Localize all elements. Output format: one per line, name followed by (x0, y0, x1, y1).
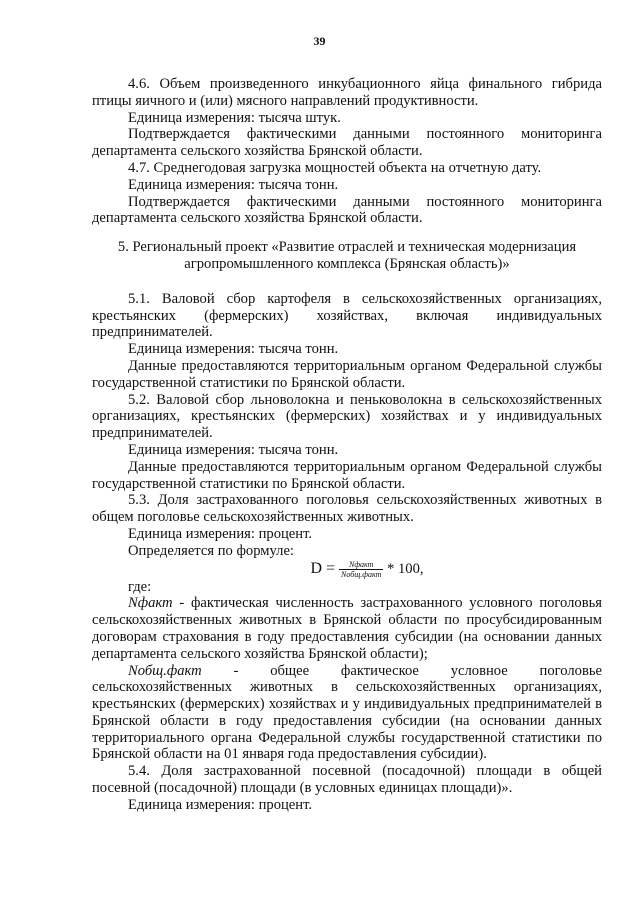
section-heading: 5. Региональный проект «Развитие отраслей и техническая модернизация агропромышленного комплекса (Брянская область)» (117, 239, 577, 272)
source-note: Подтверждается фактическими данными постоянного мониторинга департамента сельского хозяйства Брянской области. (92, 193, 602, 227)
formula-intro: Определяется по формуле: (128, 542, 294, 559)
formula-fraction (339, 560, 383, 579)
source-note: Данные предоставляются территориальным органом Федеральной службы государственной статистики по Брянской области. (92, 357, 602, 391)
unit-line: Единица измерения: тысяча тонн. (128, 176, 339, 193)
unit-line: Единица измерения: тысяча штук. (128, 109, 341, 126)
formula-rhs: * 100, (383, 560, 424, 577)
unit-line: Единица измерения: тысяча тонн. (128, 341, 339, 358)
item-5-2: 5.2. Валовой сбор льноволокна и пеньковолокна в сельскохозяйственных организациях, крестьянских (фермерских) хозяйствах и у индивидуальных предпринимателей. (92, 391, 602, 442)
formula-lhs: D = (310, 559, 340, 577)
item-5-1: 5.1. Валовой сбор картофеля в сельскохозяйственных организациях, крестьянских (фермерских) хозяйствах, включая индивидуальных предпринимателей. (92, 290, 602, 341)
formula-denominator: Nобщ.факт (341, 569, 382, 579)
formula (92, 560, 602, 579)
item-4-7: 4.7. Среднегодовая загрузка мощностей объекта на отчетную дату. (128, 159, 542, 176)
item-4-6: 4.6. Объем произведенного инкубационного яйца финального гибрида птицы яичного и (или) мясного направлений продуктивности. (92, 76, 602, 109)
definition-n-total (92, 663, 602, 764)
n-fact-symbol: Nфакт (128, 595, 173, 612)
where-label: где: (128, 578, 152, 595)
definition-n-fact (92, 595, 602, 662)
item-5-3: 5.3. Доля застрахованного поголовья сельскохозяйственных животных в общем поголовье сельскохозяйственных животных. (92, 492, 602, 526)
n-total-text: - общее фактическое условное поголовье сельскохозяйственных животных в сельскохозяйственных организациях, крестьянских (фермерских) хозяйствах и у индивидуальных предпринимателей в Брянской области в году предоставления субсидии (на основании данных территориального органа Федеральной службы государственной статистики по Брянской области на 01 января года предоставления субсидии). (92, 662, 602, 763)
source-note: Подтверждается фактическими данными постоянного мониторинга департамента сельского хозяйства Брянской области. (92, 126, 602, 160)
source-note: Данные предоставляются территориальным органом Федеральной службы государственной статистики по Брянской области. (92, 458, 602, 492)
formula-numerator: Nфакт (339, 560, 383, 570)
unit-line: Единица измерения: процент. (128, 525, 313, 542)
n-total-symbol: Nобщ.факт (128, 662, 202, 679)
unit-line: Единица измерения: тысяча тонн. (128, 441, 339, 458)
item-5-4: 5.4. Доля застрахованной посевной (посадочной) площади в общей посевной (посадочной) площади (в условных единицах площади)». (92, 763, 602, 797)
page-number: 39 (313, 34, 326, 48)
n-fact-text: - фактическая численность застрахованного условного поголовья сельскохозяйственных животных в Брянской области по просубсидированным договорам страхования в году предоставления субсидии (на основании данных департамента сельского хозяйства Брянской области); (92, 595, 602, 662)
unit-line: Единица измерения: процент. (128, 796, 313, 813)
document-body (92, 76, 602, 814)
